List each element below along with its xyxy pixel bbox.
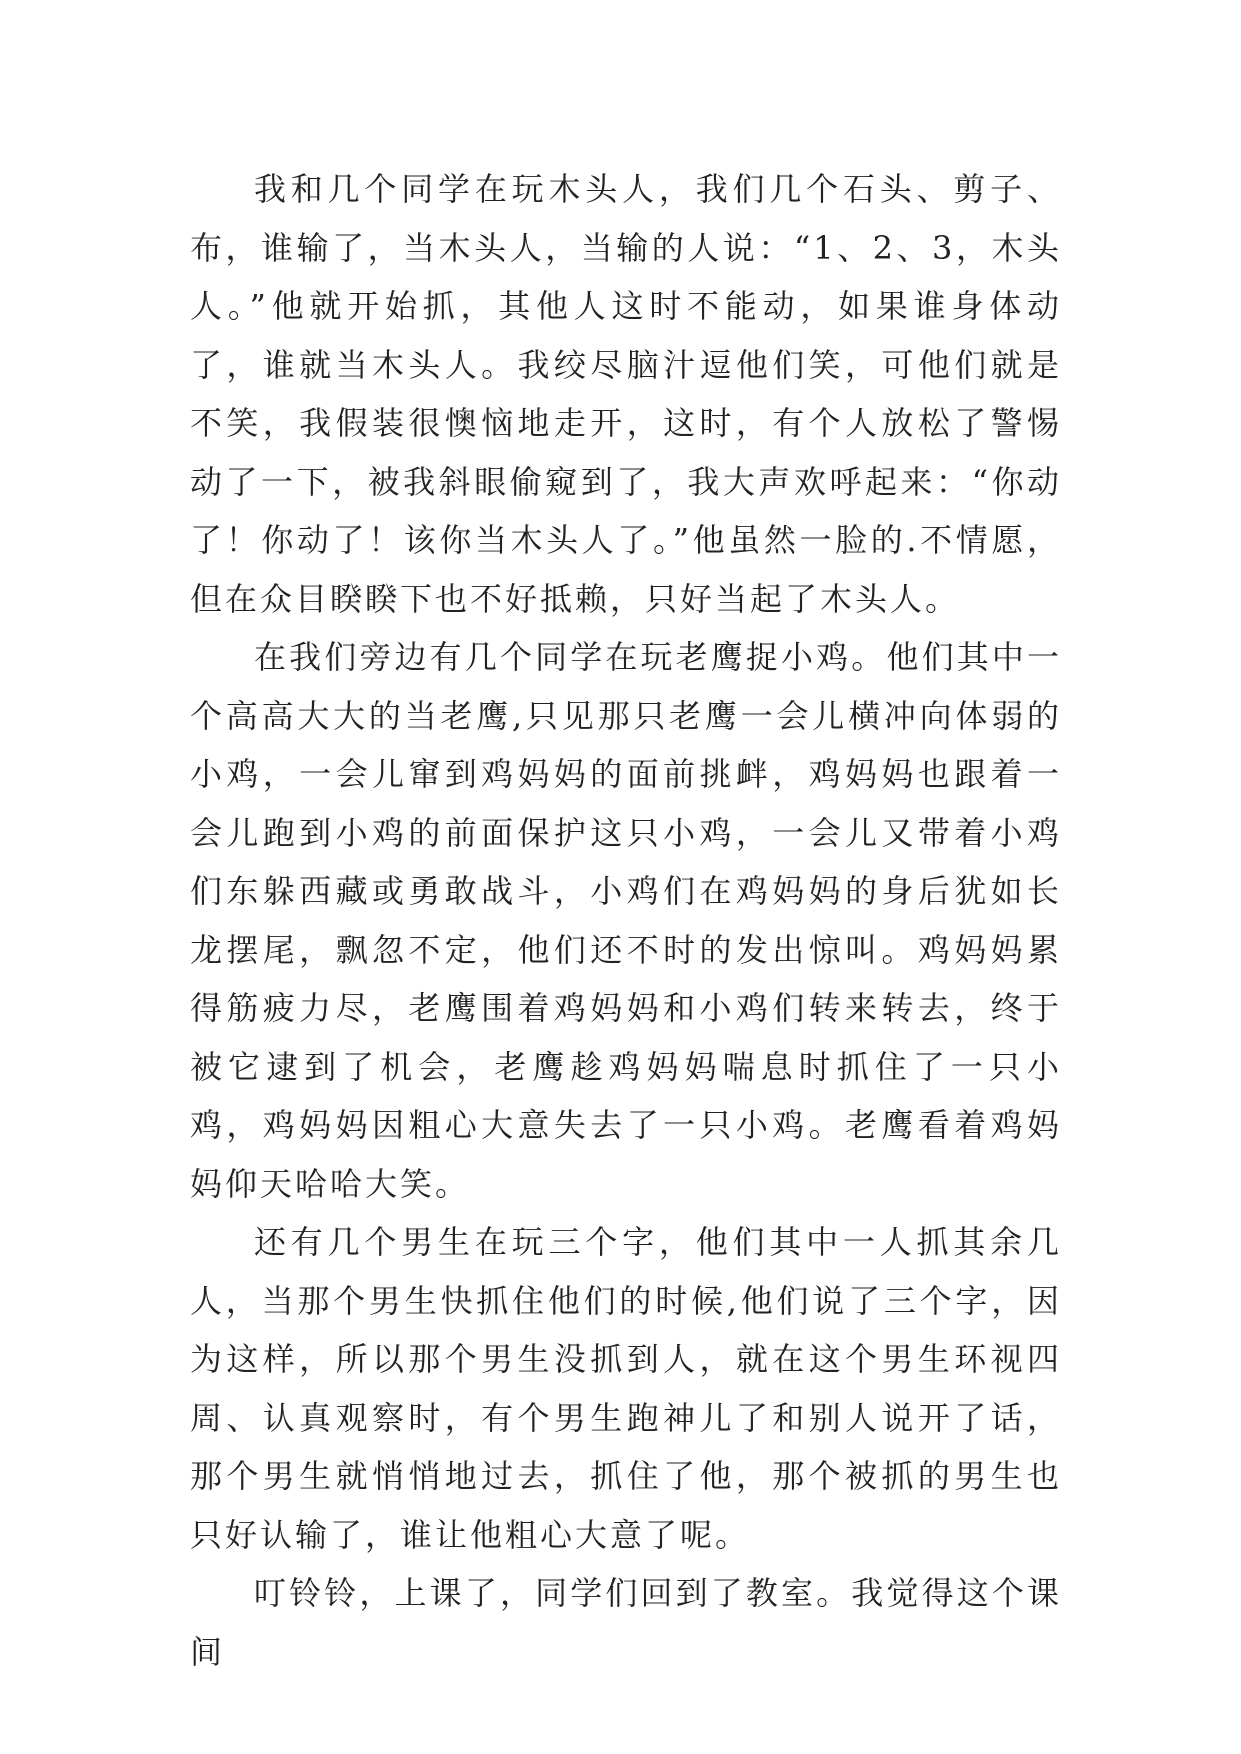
paragraph-three-words: 还有几个男生在玩三个字，他们其中一人抓其余几人，当那个男生快抓住他们的时候,他们说了三个字，因为这样，所以那个男生没抓到人，就在这个男生环视四周、认真观察时，有个男生跑神儿了和别人说开了话，那个男生就悄悄地过去，抓住了他，那个被抓的男生也只好认输了，谁让他粗心大意了呢。 [190,1223,1062,1554]
paragraph-eagle-chicks: 在我们旁边有几个同学在玩老鹰捉小鸡。他们其中一个高高大大的当老鹰,只见那只老鹰一会儿横冲向体弱的小鸡，一会儿窜到鸡妈妈的面前挑衅，鸡妈妈也跟着一会儿跑到小鸡的前面保护这只小鸡，一会儿又带着小鸡们东躲西藏或勇敢战斗，小鸡们在鸡妈妈的身后犹如长龙摆尾，飘忽不定，他们还不时的发出惊叫。鸡妈妈累得筋疲力尽，老鹰围着鸡妈妈和小鸡们转来转去，终于被它逮到了机会，老鹰趁鸡妈妈喘息时抓住了一只小鸡，鸡妈妈因粗心大意失去了一只小鸡。老鹰看着鸡妈妈仰天哈哈大笑。 [190,638,1062,1203]
body-text [190,160,1062,1681]
paragraph-bell: 叮铃铃，上课了，同学们回到了教室。我觉得这个课间 [190,1574,1062,1671]
paragraph-wooden-man: 我和几个同学在玩木头人，我们几个石头、剪子、布，谁输了，当木头人，当输的人说：“1、2、3，木头人。”他就开始抓，其他人这时不能动，如果谁身体动了，谁就当木头人。我绞尽脑汁逗他们笑，可他们就是不笑，我假装很懊恼地走开，这时，有个人放松了警惕动了一下，被我斜眼偷窥到了，我大声欢呼起来：“你动了！你动了！该你当木头人了。”他虽然一脸的.不情愿，但在众目睽睽下也不好抵赖，只好当起了木头人。 [190,170,1062,618]
